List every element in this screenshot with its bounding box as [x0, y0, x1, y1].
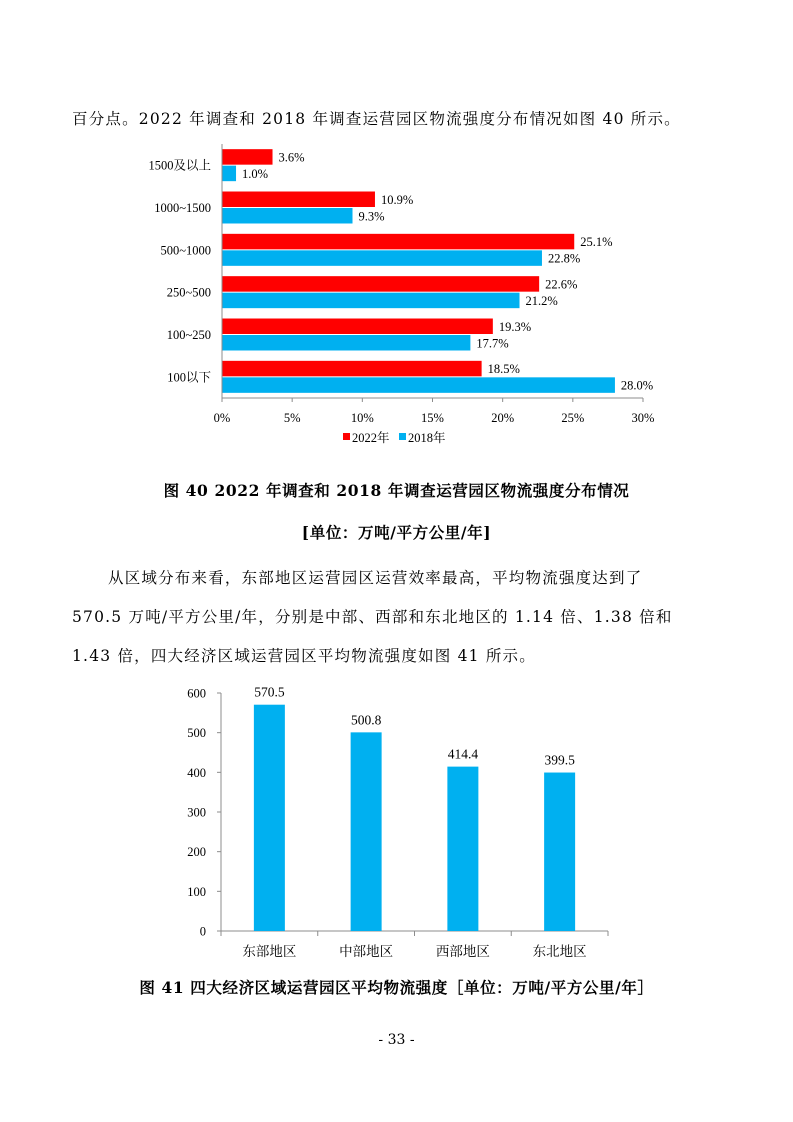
category-label: 东部地区 — [242, 944, 297, 960]
y-tick-label: 0 — [199, 924, 206, 939]
y-tick-label: 400 — [187, 765, 206, 780]
y-tick-label: 600 — [187, 686, 206, 701]
legend-label: 2022年 — [352, 431, 390, 445]
paragraph-line-3: 1.43 倍，四大经济区域运营园区平均物流强度如图 41 所示。 — [72, 647, 536, 665]
y-tick-label: 500 — [187, 726, 206, 741]
data-label: 19.3% — [498, 319, 532, 334]
page-number: - 33 - — [378, 1032, 415, 1048]
category-label: 1000~1500 — [154, 201, 211, 215]
category-label: 500~1000 — [160, 243, 211, 258]
category-label: 西部地区 — [435, 944, 490, 960]
x-tick-label: 25% — [561, 411, 585, 425]
data-label: 21.2% — [525, 293, 558, 308]
x-tick-label: 30% — [631, 411, 655, 425]
data-label: 25.1% — [580, 235, 613, 250]
data-label: 1.0% — [242, 166, 269, 181]
x-tick-label: 15% — [421, 411, 444, 425]
data-label: 3.6% — [278, 150, 305, 165]
bar — [254, 705, 285, 931]
figure-40-caption: 图 40 2022 年调查和 2018 年调查运营园区物流强度分布情况 — [163, 481, 630, 500]
bar — [544, 773, 575, 931]
data-label: 399.5 — [544, 752, 575, 768]
paragraph-line-1: 从区域分布来看，东部地区运营园区运营效率最高，平均物流强度达到了 — [108, 569, 643, 587]
figure-41-caption: 图 41 四大经济区域运营园区平均物流强度［单位：万吨/平方公里/年］ — [139, 978, 654, 997]
x-tick-label: 0% — [213, 411, 231, 425]
x-tick-label: 20% — [491, 411, 515, 425]
category-label: 东北地区 — [532, 944, 587, 960]
bar — [351, 732, 382, 931]
y-tick-label: 300 — [187, 805, 206, 820]
data-label: 10.9% — [380, 192, 414, 207]
data-label: 28.0% — [620, 378, 654, 393]
bar — [447, 767, 478, 931]
legend-label: 2018年 — [408, 431, 446, 445]
data-label: 500.8 — [350, 712, 382, 728]
data-label: 17.7% — [476, 336, 509, 351]
paragraph-line-2: 570.5 万吨/平方公里/年，分别是中部、西部和东北地区的 1.14 倍、1.38 倍和 — [72, 608, 673, 626]
category-label: 中部地区 — [339, 944, 394, 960]
intro-text: 百分点。2022 年调查和 2018 年调查运营园区物流强度分布情况如图 40 所示。 — [72, 110, 681, 128]
y-tick-label: 200 — [187, 845, 206, 860]
category-label: 100~250 — [166, 328, 211, 342]
y-tick-label: 100 — [187, 884, 206, 899]
x-tick-label: 10% — [350, 411, 374, 425]
data-label: 22.8% — [547, 251, 581, 266]
data-label: 570.5 — [254, 684, 285, 700]
figure-40-unit: [单位：万吨/平方公里/年] — [301, 523, 492, 542]
x-tick-label: 5% — [283, 411, 301, 425]
data-label: 22.6% — [545, 277, 578, 292]
category-label: 100以下 — [167, 370, 211, 385]
category-label: 250~500 — [166, 285, 211, 300]
data-label: 414.4 — [447, 746, 479, 762]
data-label: 18.5% — [487, 362, 520, 377]
data-label: 9.3% — [358, 209, 385, 224]
category-label: 1500及以上 — [148, 158, 211, 173]
